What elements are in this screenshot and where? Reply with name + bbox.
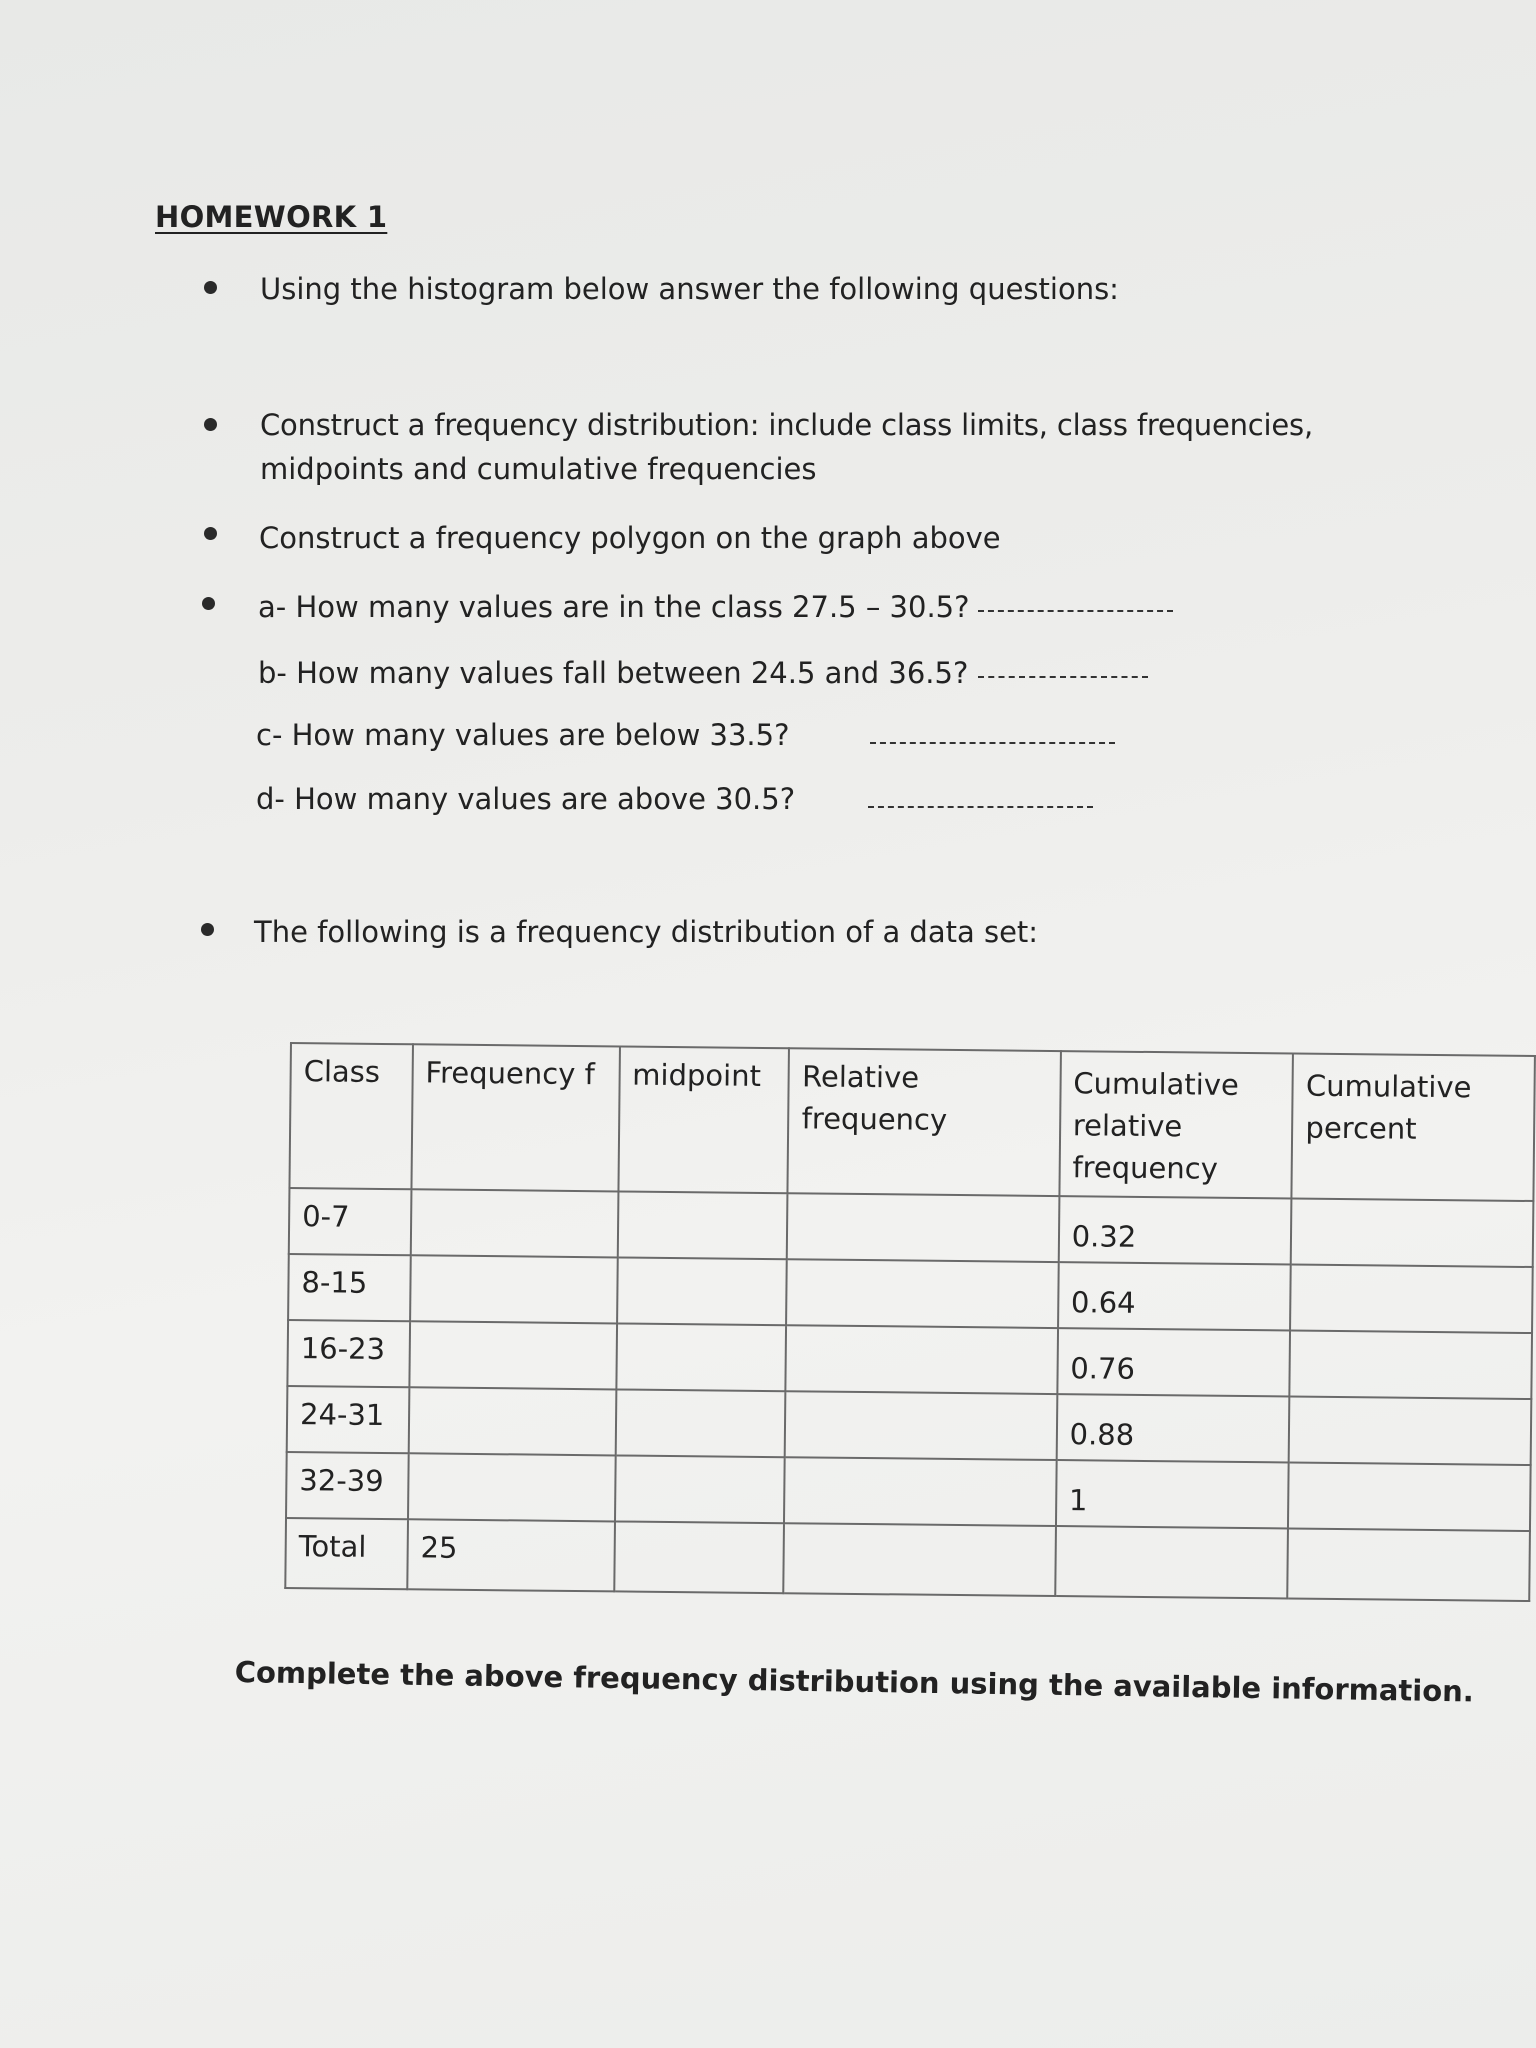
intro-instruction: Using the histogram below answer the following questions: [260, 272, 1119, 306]
midpoint-cell[interactable] [615, 1389, 786, 1457]
answer-blank-b[interactable] [978, 676, 1148, 678]
midpoint-cell[interactable] [614, 1521, 785, 1593]
total-label-cell: Total [285, 1518, 408, 1589]
cumulative-relative-cell: 0.76 [1057, 1328, 1290, 1396]
question-a: a- How many values are in the class 27.5 – 30.5? [258, 590, 970, 624]
frequency-cell[interactable] [409, 1387, 616, 1455]
construct-distribution-instruction-cont: midpoints and cumulative frequencies [260, 452, 817, 486]
relative-frequency-cell[interactable] [784, 1523, 1056, 1596]
construct-distribution-instruction: Construct a frequency distribution: include class limits, class frequencies, [260, 408, 1313, 442]
cumulative-percent-cell[interactable] [1288, 1462, 1530, 1531]
table-header-row [289, 1043, 1534, 1201]
header-cumulative-relative-frequency: Cumulative relative frequency [1059, 1051, 1293, 1198]
cumulative-relative-cell: 1 [1056, 1460, 1289, 1528]
cumulative-relative-cell: 0.32 [1058, 1196, 1291, 1264]
relative-frequency-cell[interactable] [786, 1325, 1058, 1394]
bullet-marker [204, 281, 217, 294]
class-cell: 0-7 [289, 1188, 412, 1255]
bullet-marker [201, 923, 214, 936]
midpoint-cell[interactable] [616, 1323, 787, 1391]
header-class: Class [289, 1043, 412, 1189]
cumulative-percent-cell[interactable] [1290, 1330, 1532, 1399]
cumulative-percent-cell[interactable] [1290, 1264, 1532, 1333]
midpoint-cell[interactable] [615, 1455, 786, 1523]
cumulative-percent-cell[interactable] [1289, 1396, 1531, 1465]
frequency-distribution-table [284, 1042, 1536, 1602]
table-total-row [285, 1518, 1530, 1601]
cumulative-percent-cell[interactable] [1291, 1198, 1533, 1267]
bullet-marker [202, 597, 215, 610]
header-cumulative-percent: Cumulative percent [1292, 1054, 1535, 1202]
header-relative-frequency: Relative frequency [788, 1048, 1061, 1196]
relative-frequency-cell[interactable] [784, 1457, 1056, 1526]
midpoint-cell[interactable] [617, 1191, 788, 1259]
midpoint-cell[interactable] [617, 1257, 788, 1325]
header-midpoint: midpoint [618, 1046, 789, 1193]
answer-blank-a[interactable] [978, 610, 1173, 612]
relative-frequency-cell[interactable] [787, 1259, 1059, 1328]
class-cell: 24-31 [287, 1386, 410, 1453]
cumulative-relative-cell: 0.64 [1058, 1262, 1291, 1330]
total-frequency-cell: 25 [407, 1519, 614, 1591]
class-cell: 32-39 [286, 1452, 409, 1519]
frequency-cell[interactable] [408, 1453, 615, 1521]
table-intro: The following is a frequency distribution of a data set: [254, 915, 1039, 949]
relative-frequency-cell[interactable] [787, 1193, 1059, 1262]
frequency-cell[interactable] [409, 1321, 616, 1389]
frequency-cell[interactable] [411, 1189, 618, 1257]
class-cell: 8-15 [288, 1254, 411, 1321]
question-c: c- How many values are below 33.5? [256, 718, 790, 752]
question-b: b- How many values fall between 24.5 and 36.5? [258, 656, 969, 690]
construct-polygon-instruction: Construct a frequency polygon on the graph above [259, 521, 1001, 555]
cumulative-relative-cell: 0.88 [1056, 1394, 1289, 1462]
page-title: HOMEWORK 1 [155, 200, 388, 234]
frequency-cell[interactable] [410, 1255, 617, 1323]
answer-blank-c[interactable] [870, 742, 1115, 744]
header-frequency: Frequency f [411, 1044, 619, 1191]
question-d: d- How many values are above 30.5? [256, 782, 796, 816]
class-cell: 16-23 [287, 1320, 410, 1387]
relative-frequency-cell[interactable] [785, 1391, 1057, 1460]
bullet-marker [204, 527, 217, 540]
cumulative-percent-cell[interactable] [1288, 1528, 1530, 1601]
answer-blank-d[interactable] [868, 806, 1093, 808]
bullet-marker [204, 418, 217, 431]
cumulative-relative-cell[interactable] [1055, 1526, 1288, 1598]
completion-instruction: Complete the above frequency distribution using the available information. [234, 1655, 1475, 1709]
